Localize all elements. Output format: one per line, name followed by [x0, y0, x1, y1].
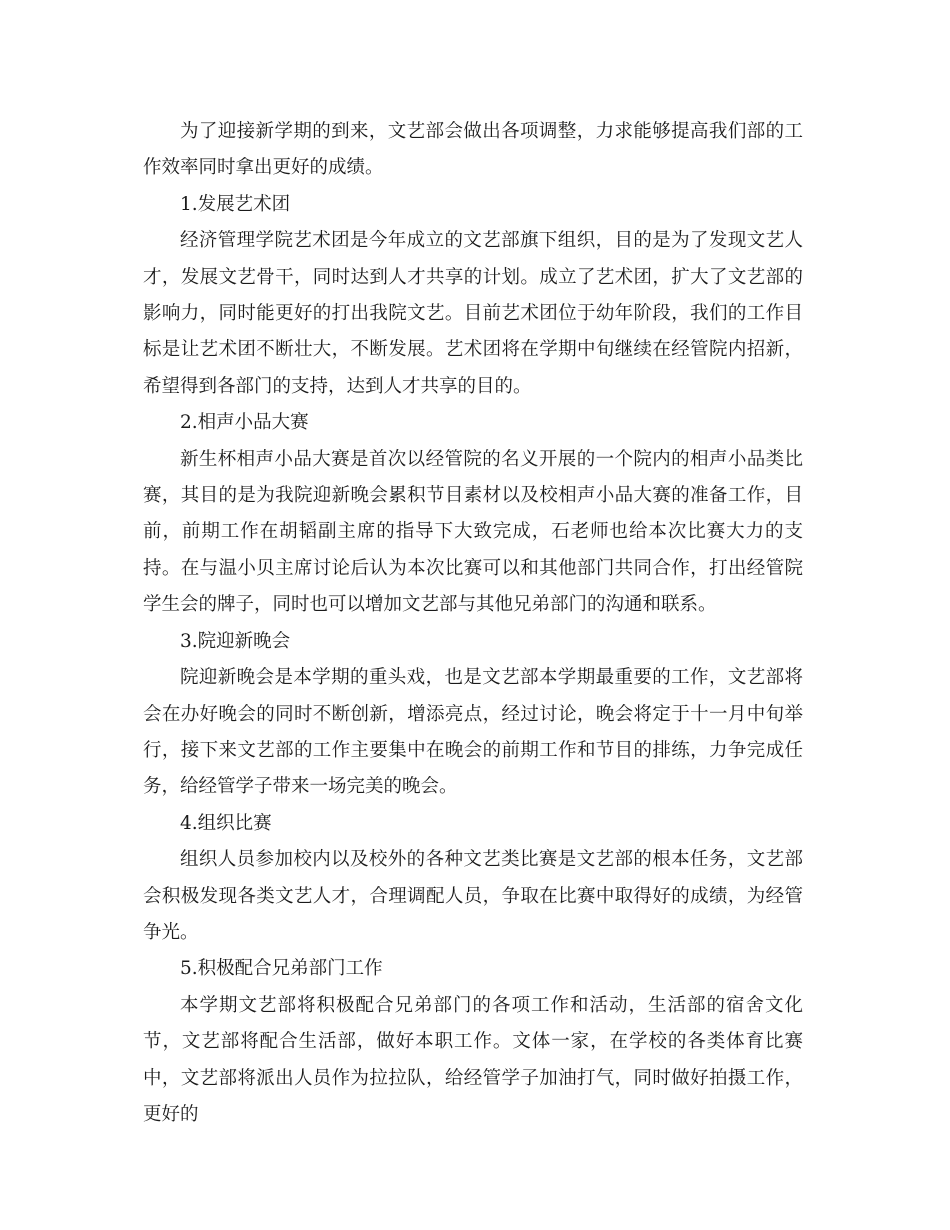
section-paragraph-2: 新生杯相声小品大赛是首次以经管院的名义开展的一个院内的相声小品类比赛，其目的是为我院迎新晚会累积节目素材以及校相声小品大赛的准备工作，目前，前期工作在胡韬副主席的指导下大致完成，石老师也给本次比赛大力的支持。在与温小贝主席讨论后认为本次比赛可以和其他部门共同合作，打出经管院学生会的牌子，同时也可以增加文艺部与其他兄弟部门的沟通和联系。 [143, 448, 803, 616]
section-paragraph-3: 院迎新晚会是本学期的重头戏，也是文艺部本学期最重要的工作，文艺部将会在办好晚会的同时不断创新，增添亮点，经过讨论，晚会将定于十一月中旬举行，接下来文艺部的工作主要集中在晚会的前期工作和节目的排练，力争完成任务，给经管学子带来一场完美的晚会。 [143, 667, 803, 798]
section-paragraph-5: 本学期文艺部将积极配合兄弟部门的各项工作和活动，生活部的宿舍文化节，文艺部将配合生活部，做好本职工作。文体一家，在学校的各类体育比赛中，文艺部将派出人员作为拉拉队，给经管学子加油打气，同时做好拍摄工作，更好的 [143, 994, 803, 1125]
intro-paragraph: 为了迎接新学期的到来，文艺部会做出各项调整，力求能够提高我们部的工作效率同时拿出更好的成绩。 [143, 121, 803, 179]
section-heading-5: 5.积极配合兄弟部门工作 [180, 958, 383, 980]
section-heading-3: 3.院迎新晚会 [180, 630, 291, 652]
section-heading-4: 4.组织比赛 [180, 812, 272, 834]
section-heading-1: 1.发展艺术团 [180, 193, 291, 215]
document-body [143, 114, 803, 1133]
section-paragraph-1: 经济管理学院艺术团是今年成立的文艺部旗下组织，目的是为了发现文艺人才，发展文艺骨干，同时达到人才共享的计划。成立了艺术团，扩大了文艺部的影响力，同时能更好的打出我院文艺。目前艺术团位于幼年阶段，我们的工作目标是让艺术团不断壮大，不断发展。艺术团将在学期中旬继续在经管院内招新，希望得到各部门的支持，达到人才共享的目的。 [143, 230, 803, 397]
section-heading-2: 2.相声小品大赛 [180, 412, 309, 434]
section-paragraph-4: 组织人员参加校内以及校外的各种文艺类比赛是文艺部的根本任务，文艺部会积极发现各类文艺人才，合理调配人员，争取在比赛中取得好的成绩，为经管争光。 [143, 849, 803, 943]
